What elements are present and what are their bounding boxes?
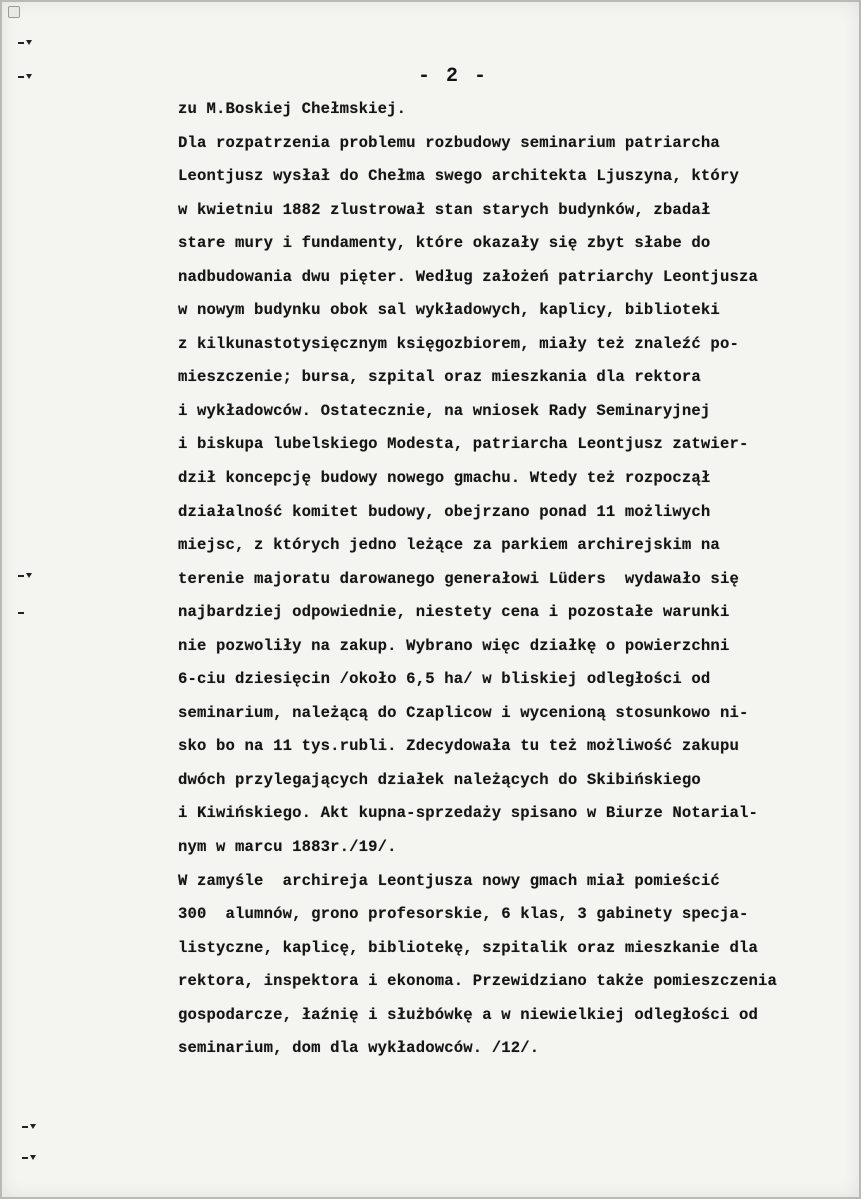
corner-mark — [8, 6, 20, 18]
text-line: w nowym budynku obok sal wykładowych, kaplicy, biblioteki — [178, 301, 720, 320]
text-line: z kilkunastotysięcznym księgozbiorem, miały też znaleźć po- — [178, 334, 739, 353]
text-line: Leontjusz wysłał do Chełma swego architekta Ljuszyna, który — [178, 167, 739, 186]
text-line: sko bo na 11 tys.rubli. Zdecydowała tu też możliwość zakupu — [178, 737, 739, 756]
text-line: 300 alumnów, grono profesorskie, 6 klas, 3 gabinety specja- — [178, 905, 749, 924]
text-line: listyczne, kaplicę, bibliotekę, szpitalik oraz mieszkanie dla — [178, 938, 758, 957]
margin-arrow-mark — [18, 72, 32, 82]
text-line: i Kiwińskiego. Akt kupna-sprzedaży spisano w Biurze Notarial- — [178, 804, 758, 823]
margin-arrow-mark — [18, 38, 32, 48]
text-line: nym w marcu 1883r./19/. — [178, 838, 397, 857]
text-line: w kwietniu 1882 zlustrował stan starych budynków, zbadał — [178, 200, 711, 219]
text-line: W zamyśle archireja Leontjusza nowy gmach miał pomieścić — [178, 871, 720, 890]
margin-arrow-mark — [18, 571, 32, 581]
document-page — [2, 2, 859, 1197]
text-line: stare mury i fundamenty, które okazały się zbyt słabe do — [178, 234, 711, 253]
text-line: dwóch przylegających działek należących do Skibińskiego — [178, 770, 701, 789]
text-line: nie pozwoliły na zakup. Wybrano więc działkę o powierzchni — [178, 636, 730, 655]
text-line: 6-ciu dziesięcin /około 6,5 ha/ w bliskiej odległości od — [178, 670, 711, 689]
text-line: Dla rozpatrzenia problemu rozbudowy seminarium patriarcha — [178, 133, 720, 152]
text-line: seminarium, należącą do Czaplicow i wycenioną stosunkowo ni- — [178, 703, 749, 722]
text-line: miejsc, z których jedno leżące za parkiem archirejskim na — [178, 536, 720, 555]
text-line: zu M.Boskiej Chełmskiej. — [178, 100, 407, 118]
text-line: seminarium, dom dla wykładowców. /12/. — [178, 1039, 540, 1058]
text-line: rektora, inspektora i ekonoma. Przewidziano także pomieszczenia — [178, 972, 777, 991]
margin-arrow-mark — [22, 1153, 36, 1163]
text-line: nadbudowania dwu pięter. Według założeń patriarchy Leontjusza — [178, 267, 758, 286]
text-line: najbardziej odpowiednie, niestety cena i pozostałe warunki — [178, 603, 730, 622]
text-line: dził koncepcję budowy nowego gmachu. Wtedy też rozpoczął — [178, 469, 711, 488]
text-line: i biskupa lubelskiego Modesta, patriarcha Leontjusz zatwier- — [178, 435, 749, 454]
text-line: i wykładowców. Ostatecznie, na wniosek Rady Seminaryjnej — [178, 401, 711, 420]
margin-dash-mark — [18, 608, 32, 618]
text-line: terenie majoratu darowanego generałowi Lüders wydawało się — [178, 569, 739, 588]
body-text — [178, 93, 861, 1066]
text-line: gospodarcze, łaźnię i służbówkę a w niewielkiej odległości od — [178, 1005, 758, 1024]
page-number: - 2 - — [418, 65, 489, 88]
text-line: mieszczenie; bursa, szpital oraz mieszkania dla rektora — [178, 368, 701, 387]
margin-arrow-mark — [22, 1122, 36, 1132]
text-line: działalność komitet budowy, obejrzano ponad 11 możliwych — [178, 502, 711, 521]
